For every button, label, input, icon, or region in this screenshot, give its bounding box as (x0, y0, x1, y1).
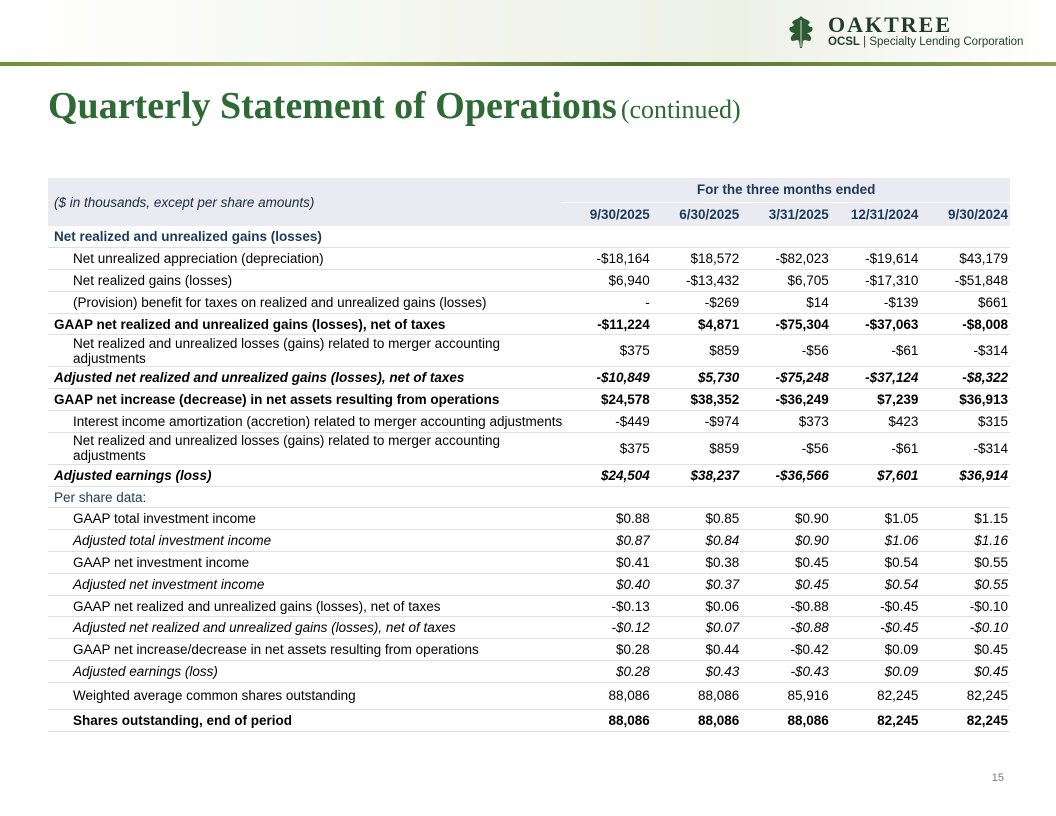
row-label: Adjusted earnings (loss) (48, 464, 562, 486)
cell-value (920, 486, 1010, 508)
table-row (48, 709, 1010, 731)
cell-value: -$0.10 (920, 595, 1010, 617)
cell-value: -$0.43 (741, 661, 831, 683)
cell-value: $0.54 (831, 573, 921, 595)
cell-value: -$61 (831, 432, 921, 464)
cell-value: -$0.42 (741, 639, 831, 661)
cell-value: -$0.45 (831, 595, 921, 617)
brand-subtitle (828, 36, 1023, 48)
cell-value: $859 (652, 335, 742, 367)
table-header-row (48, 178, 1010, 202)
cell-value: $0.88 (562, 508, 652, 530)
cell-value: $1.16 (920, 530, 1010, 552)
table-row (48, 617, 1010, 639)
cell-value: -$314 (920, 432, 1010, 464)
row-label: Adjusted net realized and unrealized gains (losses), net of taxes (48, 367, 562, 389)
cell-value: -$36,566 (741, 464, 831, 486)
cell-value (741, 486, 831, 508)
cell-value: $859 (652, 432, 742, 464)
oak-leaf-icon (783, 14, 819, 50)
brand-separator: | (863, 36, 867, 48)
cell-value: -$0.88 (741, 595, 831, 617)
row-label: (Provision) benefit for taxes on realized and unrealized gains (losses) (48, 291, 562, 313)
row-label: Net realized gains (losses) (48, 270, 562, 292)
cell-value: $0.07 (652, 617, 742, 639)
cell-value: $0.41 (562, 552, 652, 574)
row-label: Net realized and unrealized losses (gains) related to merger accounting adjustments (48, 432, 562, 464)
cell-value: $0.28 (562, 639, 652, 661)
cell-value: $0.45 (920, 639, 1010, 661)
table-group-header: For the three months ended (562, 178, 1010, 202)
cell-value (652, 226, 742, 248)
cell-value: $36,913 (920, 389, 1010, 411)
cell-value: 88,086 (652, 682, 742, 709)
operations-table (48, 178, 1010, 732)
row-label: GAAP net realized and unrealized gains (losses), net of taxes (48, 313, 562, 335)
row-label: GAAP net increase (decrease) in net assets resulting from operations (48, 389, 562, 411)
row-label: Net realized and unrealized losses (gains) related to merger accounting adjustments (48, 335, 562, 367)
cell-value: - (562, 291, 652, 313)
table-row (48, 595, 1010, 617)
cell-value: 88,086 (562, 709, 652, 731)
table-row (48, 661, 1010, 683)
cell-value: $0.55 (920, 552, 1010, 574)
table-row (48, 313, 1010, 335)
cell-value: $0.45 (741, 552, 831, 574)
cell-value: -$18,164 (562, 248, 652, 270)
cell-value: $7,239 (831, 389, 921, 411)
cell-value: $0.90 (741, 530, 831, 552)
table-row (48, 682, 1010, 709)
cell-value: $1.06 (831, 530, 921, 552)
row-label: GAAP net investment income (48, 552, 562, 574)
cell-value: $0.09 (831, 639, 921, 661)
row-label: Weighted average common shares outstanding (48, 682, 562, 709)
cell-value: 82,245 (831, 709, 921, 731)
cell-value: $373 (741, 411, 831, 433)
cell-value: -$75,248 (741, 367, 831, 389)
page-number: 15 (991, 772, 1004, 784)
cell-value: $0.87 (562, 530, 652, 552)
row-label: Per share data: (48, 486, 562, 508)
page-title-continued: (continued) (620, 95, 741, 124)
cell-value: -$82,023 (741, 248, 831, 270)
cell-value: 85,916 (741, 682, 831, 709)
cell-value: -$449 (562, 411, 652, 433)
cell-value (831, 486, 921, 508)
cell-value: -$11,224 (562, 313, 652, 335)
table-row (48, 335, 1010, 367)
cell-value: -$36,249 (741, 389, 831, 411)
cell-value: $315 (920, 411, 1010, 433)
cell-value: $38,237 (652, 464, 742, 486)
cell-value: -$0.45 (831, 617, 921, 639)
cell-value: -$8,322 (920, 367, 1010, 389)
cell-value: $0.43 (652, 661, 742, 683)
cell-value: -$37,063 (831, 313, 921, 335)
cell-value: -$61 (831, 335, 921, 367)
table-row (48, 530, 1010, 552)
cell-value: -$13,432 (652, 270, 742, 292)
cell-value: -$75,304 (741, 313, 831, 335)
cell-value: $0.40 (562, 573, 652, 595)
cell-value (741, 226, 831, 248)
table-row (48, 432, 1010, 464)
column-header: 9/30/2024 (920, 202, 1010, 226)
table-label-header: ($ in thousands, except per share amounts) (48, 178, 562, 226)
cell-value: $0.54 (831, 552, 921, 574)
cell-value: $0.90 (741, 508, 831, 530)
brand-ticker: OCSL (828, 36, 860, 48)
brand-name: OAKTREE (828, 12, 953, 37)
page-title (48, 84, 741, 128)
cell-value: -$0.10 (920, 617, 1010, 639)
row-label: Adjusted earnings (loss) (48, 661, 562, 683)
row-label: GAAP net increase/decrease in net assets resulting from operations (48, 639, 562, 661)
cell-value: $661 (920, 291, 1010, 313)
row-label: Adjusted net investment income (48, 573, 562, 595)
cell-value: -$37,124 (831, 367, 921, 389)
column-header: 3/31/2025 (741, 202, 831, 226)
cell-value: -$8,008 (920, 313, 1010, 335)
table-row (48, 226, 1010, 248)
cell-value: $38,352 (652, 389, 742, 411)
row-label: Net unrealized appreciation (depreciation) (48, 248, 562, 270)
cell-value: -$51,848 (920, 270, 1010, 292)
cell-value: -$0.13 (562, 595, 652, 617)
cell-value: $1.05 (831, 508, 921, 530)
table-row (48, 552, 1010, 574)
table-row (48, 270, 1010, 292)
cell-value: $18,572 (652, 248, 742, 270)
cell-value: $0.37 (652, 573, 742, 595)
cell-value (920, 226, 1010, 248)
header-stripe (0, 62, 1056, 66)
cell-value: $0.44 (652, 639, 742, 661)
column-header: 12/31/2024 (831, 202, 921, 226)
cell-value: -$974 (652, 411, 742, 433)
cell-value: $0.84 (652, 530, 742, 552)
column-header: 9/30/2025 (562, 202, 652, 226)
cell-value (562, 486, 652, 508)
cell-value: -$19,614 (831, 248, 921, 270)
cell-value: -$0.88 (741, 617, 831, 639)
cell-value: 82,245 (920, 709, 1010, 731)
cell-value (831, 226, 921, 248)
cell-value (652, 486, 742, 508)
cell-value: $7,601 (831, 464, 921, 486)
cell-value: $36,914 (920, 464, 1010, 486)
cell-value: $0.45 (920, 661, 1010, 683)
cell-value: $0.85 (652, 508, 742, 530)
cell-value: $375 (562, 432, 652, 464)
table-row (48, 486, 1010, 508)
column-header: 6/30/2025 (652, 202, 742, 226)
table-row (48, 464, 1010, 486)
cell-value: $0.38 (652, 552, 742, 574)
row-label: Shares outstanding, end of period (48, 709, 562, 731)
cell-value (562, 226, 652, 248)
row-label: Net realized and unrealized gains (losses) (48, 226, 562, 248)
cell-value: -$56 (741, 335, 831, 367)
row-label: GAAP total investment income (48, 508, 562, 530)
cell-value: $0.55 (920, 573, 1010, 595)
brand-company: Specialty Lending Corporation (869, 36, 1024, 48)
cell-value: -$17,310 (831, 270, 921, 292)
table-row (48, 248, 1010, 270)
cell-value: $5,730 (652, 367, 742, 389)
cell-value: -$314 (920, 335, 1010, 367)
table-row (48, 508, 1010, 530)
cell-value: $6,940 (562, 270, 652, 292)
cell-value: -$10,849 (562, 367, 652, 389)
cell-value: $43,179 (920, 248, 1010, 270)
row-label: Interest income amortization (accretion) related to merger accounting adjustments (48, 411, 562, 433)
table-row (48, 291, 1010, 313)
page-title-main: Quarterly Statement of Operations (48, 85, 617, 127)
cell-value: 88,086 (652, 709, 742, 731)
cell-value: $24,578 (562, 389, 652, 411)
table-row (48, 639, 1010, 661)
cell-value: -$56 (741, 432, 831, 464)
cell-value: $4,871 (652, 313, 742, 335)
cell-value: 88,086 (741, 709, 831, 731)
cell-value: $0.45 (741, 573, 831, 595)
cell-value: $423 (831, 411, 921, 433)
table-row (48, 389, 1010, 411)
cell-value: -$139 (831, 291, 921, 313)
cell-value: $375 (562, 335, 652, 367)
row-label: GAAP net realized and unrealized gains (losses), net of taxes (48, 595, 562, 617)
cell-value: $6,705 (741, 270, 831, 292)
cell-value: $0.06 (652, 595, 742, 617)
table-row (48, 573, 1010, 595)
cell-value: $24,504 (562, 464, 652, 486)
table-row (48, 411, 1010, 433)
cell-value: -$0.12 (562, 617, 652, 639)
row-label: Adjusted net realized and unrealized gains (losses), net of taxes (48, 617, 562, 639)
cell-value: $1.15 (920, 508, 1010, 530)
cell-value: 82,245 (831, 682, 921, 709)
cell-value: $14 (741, 291, 831, 313)
cell-value: 88,086 (562, 682, 652, 709)
cell-value: $0.28 (562, 661, 652, 683)
cell-value: $0.09 (831, 661, 921, 683)
table-row (48, 367, 1010, 389)
row-label: Adjusted total investment income (48, 530, 562, 552)
cell-value: 82,245 (920, 682, 1010, 709)
cell-value: -$269 (652, 291, 742, 313)
